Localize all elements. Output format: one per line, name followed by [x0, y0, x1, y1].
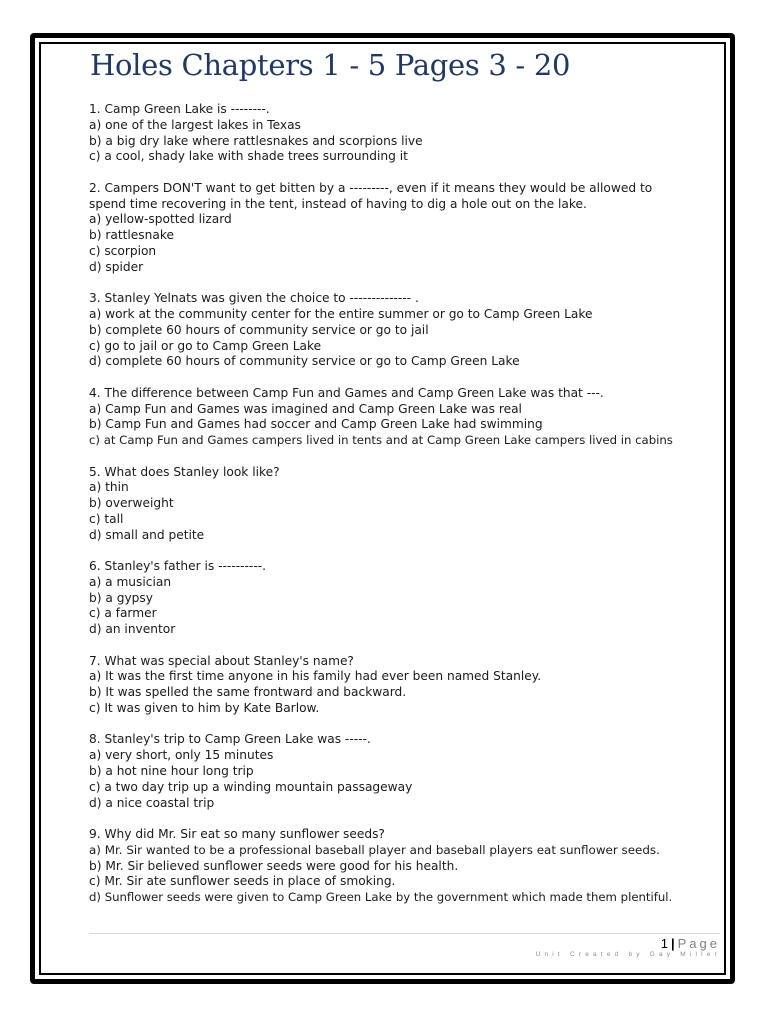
answer-option: c) a farmer: [89, 606, 157, 621]
question-3: [89, 291, 729, 370]
answer-option: c) It was given to him by Kate Barlow.: [89, 701, 320, 716]
answer-option: a) yellow-spotted lizard: [89, 212, 232, 227]
answer-option: a) Mr. Sir wanted to be a professional baseball player and baseball players eat sunflower seeds.: [89, 842, 660, 857]
page-label: Page: [677, 936, 720, 951]
question-prompt-continued: spend time recovering in the tent, instead of having to dig a hole out on the lake.: [89, 196, 587, 211]
answer-option: b) a hot nine hour long trip: [89, 764, 254, 779]
answer-option: c) go to jail or go to Camp Green Lake: [89, 338, 322, 353]
answer-option: a) thin: [89, 480, 129, 495]
answer-option: b) It was spelled the same frontward and backward.: [89, 685, 407, 700]
answer-option: b) a big dry lake where rattlesnakes and scorpions live: [89, 133, 423, 148]
question-list: [89, 102, 729, 922]
question-7: [89, 654, 729, 717]
answer-option: b) Camp Fun and Games had soccer and Camp Green Lake had swimming: [89, 417, 543, 432]
question-1: [89, 102, 729, 165]
answer-option: a) one of the largest lakes in Texas: [89, 117, 301, 132]
answer-option: b) overweight: [89, 496, 174, 511]
question-prompt: 3. Stanley Yelnats was given the choice to -------------- .: [89, 291, 419, 306]
answer-option: b) rattlesnake: [89, 228, 174, 243]
footer-credit: Unit Created by Gay Miller: [535, 951, 721, 958]
question-prompt: 2. Campers DON'T want to get bitten by a ---------, even if it means they would be allowed to: [89, 180, 653, 195]
answer-option: c) a two day trip up a winding mountain passageway: [89, 779, 413, 794]
answer-option: c) Mr. Sir ate sunflower seeds in place of smoking.: [89, 874, 396, 889]
question-prompt: 8. Stanley's trip to Camp Green Lake was -----.: [89, 732, 371, 747]
answer-option: d) spider: [89, 259, 144, 274]
answer-option: c) scorpion: [89, 243, 157, 258]
answer-option: a) a musician: [89, 574, 172, 589]
question-5: [89, 465, 729, 544]
question-prompt: 6. Stanley's father is ----------.: [89, 559, 266, 574]
answer-option: d) small and petite: [89, 527, 205, 542]
answer-option: b) a gypsy: [89, 590, 153, 605]
answer-option: d) an inventor: [89, 622, 176, 637]
question-prompt: 4. The difference between Camp Fun and Games and Camp Green Lake was that ---.: [89, 385, 604, 400]
page-number-value: 1: [660, 936, 668, 951]
answer-option: c) at Camp Fun and Games campers lived in tents and at Camp Green Lake campers lived in cabins: [89, 433, 673, 448]
page-number-separator: |: [670, 936, 675, 951]
answer-option: d) a nice coastal trip: [89, 795, 215, 810]
answer-option: a) It was the first time anyone in his family had ever been named Stanley.: [89, 669, 542, 684]
question-6: [89, 559, 729, 638]
answer-option: a) very short, only 15 minutes: [89, 748, 274, 763]
question-8: [89, 732, 729, 811]
answer-option: c) a cool, shady lake with shade trees surrounding it: [89, 149, 408, 164]
page-number: [661, 936, 720, 951]
footer-divider: [89, 933, 720, 934]
question-prompt: 9. Why did Mr. Sir eat so many sunflower seeds?: [89, 827, 385, 842]
question-prompt: 7. What was special about Stanley's name?: [89, 653, 354, 668]
answer-option: a) Camp Fun and Games was imagined and Camp Green Lake was real: [89, 401, 522, 416]
answer-option: a) work at the community center for the entire summer or go to Camp Green Lake: [89, 306, 593, 321]
question-2: [89, 181, 729, 276]
answer-option: b) Mr. Sir believed sunflower seeds were good for his health.: [89, 858, 459, 873]
question-prompt: 1. Camp Green Lake is --------.: [89, 102, 270, 116]
answer-option: d) complete 60 hours of community service or go to Camp Green Lake: [89, 354, 520, 369]
page-title: Holes Chapters 1 - 5 Pages 3 - 20: [90, 48, 571, 82]
answer-option: c) tall: [89, 511, 124, 526]
question-prompt: 5. What does Stanley look like?: [89, 464, 280, 479]
answer-option: b) complete 60 hours of community service or go to jail: [89, 322, 429, 337]
question-4: [89, 386, 729, 449]
question-9: [89, 827, 729, 906]
answer-option: d) Sunflower seeds were given to Camp Green Lake by the government which made them plentiful.: [89, 890, 673, 905]
